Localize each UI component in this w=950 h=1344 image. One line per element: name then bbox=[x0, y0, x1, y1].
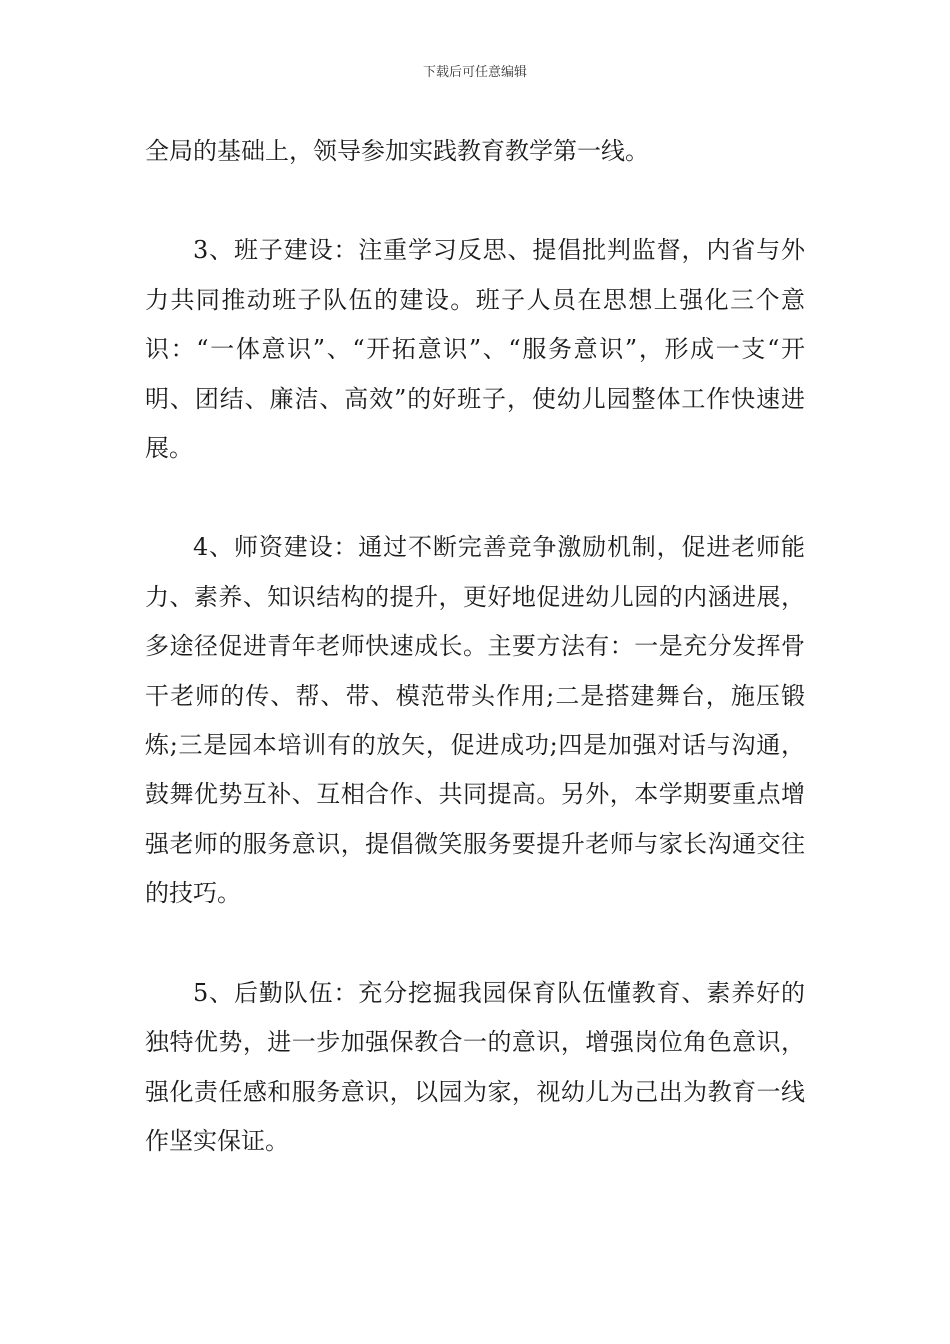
page-header: 下载后可任意编辑 bbox=[422, 65, 527, 80]
paragraph-logistics-team: 5、后勤队伍：充分挖掘我园保育队伍懂教育、素养好的独特优势，进一步加强保教合一的意识，增强岗位角色意识，强化责任感和服务意识，以园为家，视幼儿为己出为教育一线作坚实保证。 bbox=[145, 978, 805, 1155]
document-body bbox=[145, 127, 805, 1166]
paragraph-leadership-team: 3、班子建设：注重学习反思、提倡批判监督，内省与外力共同推动班子队伍的建设。班子人员在思想上强化三个意识：“一体意识”、“开拓意识”、“服务意识”，形成一支“开明、团结、廉洁、高效”的好班子，使幼儿园整体工作快速进展。 bbox=[145, 236, 805, 463]
paragraph-gap bbox=[145, 176, 805, 226]
paragraph-gap bbox=[145, 919, 805, 969]
paragraph-gap bbox=[145, 473, 805, 523]
paragraph-continuation: 全局的基础上，领导参加实践教育教学第一线。 bbox=[145, 137, 649, 165]
paragraph-teacher-development: 4、师资建设：通过不断完善竞争激励机制，促进老师能力、素养、知识结构的提升，更好地促进幼儿园的内涵进展，多途径促进青年老师快速成长。主要方法有：一是充分发挥骨干老师的传、帮、带、模范带头作用;二是搭建舞台，施压锻炼;三是园本培训有的放矢，促进成功;四是加强对话与沟通，鼓舞优势互补、互相合作、共同提高。另外，本学期要重点增强老师的服务意识，提倡微笑服务要提升老师与家长沟通交往的技巧。 bbox=[145, 533, 805, 908]
